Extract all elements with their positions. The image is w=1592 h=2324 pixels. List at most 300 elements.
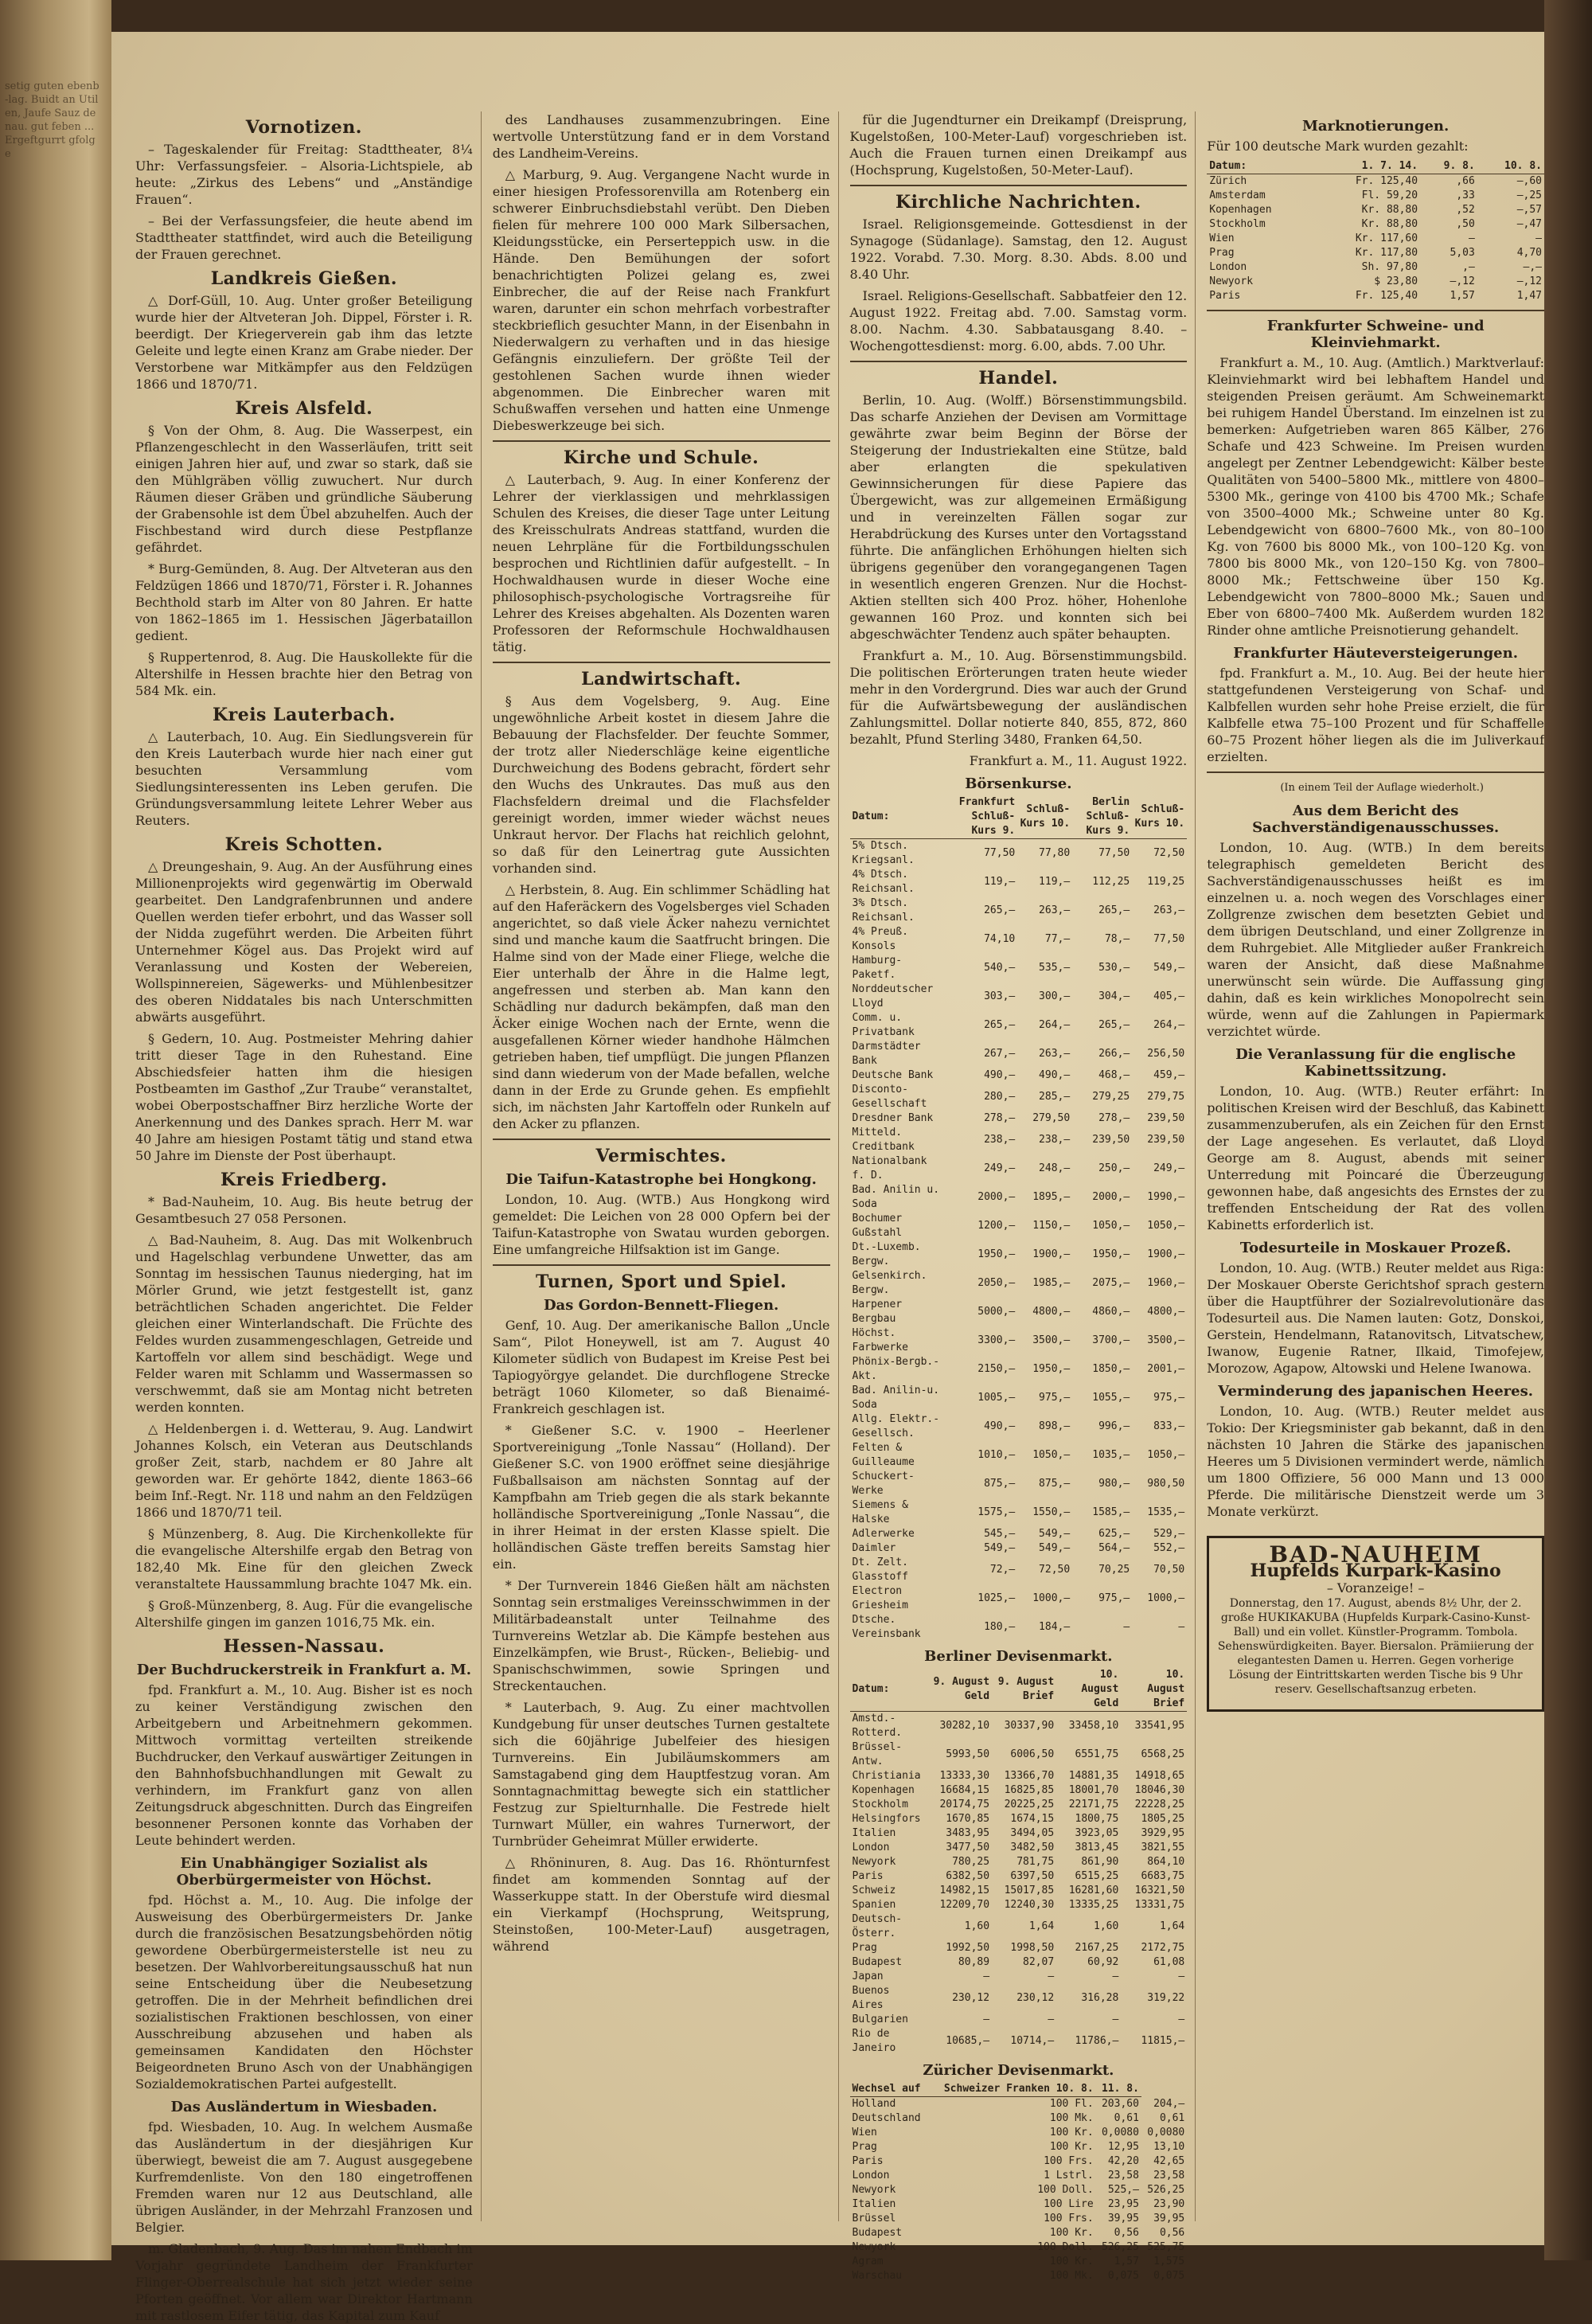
- table-row: [850, 1970, 1188, 1984]
- paragraph: Genf, 10. Aug. Der amerikanische Ballon „Uncle Sam“, Pilot Honeywell, ist am 7. August 40 Kilometer südlich von Budapest im Kreise Pest bei Tapiogyörgye gelandet. Die durchflogene Strecke beträgt 1060 Kilometer, so daß Bienaimé-Frankreich geschlagen ist.: [492, 1318, 830, 1416]
- subheading-gordon-bennett: Das Gordon-Bennett-Fliegen.: [543, 1297, 779, 1314]
- table-header-cell: 10. August Brief: [1121, 1668, 1187, 1712]
- table-cell: 1000,–: [1032, 1592, 1071, 1604]
- table-cell: 525,–: [1107, 2184, 1139, 2196]
- table-cell: 0,0080: [1101, 2127, 1139, 2138]
- table-cell: 265,–: [1098, 1019, 1130, 1031]
- table-cell: 1670,85: [946, 1813, 990, 1825]
- table-cell: 18001,70: [1068, 1784, 1119, 1796]
- table-cell: $ 23,80: [1374, 275, 1418, 287]
- heading-kirche-schule: Kirche und Schule.: [563, 447, 759, 468]
- table-cell: 1950,–: [977, 1248, 1016, 1260]
- table-cell: Brüssel-Antw.: [852, 1741, 903, 1767]
- table-cell: 280,–: [984, 1091, 1016, 1103]
- table-cell: 459,–: [1153, 1069, 1185, 1081]
- table-cell: 549,–: [1039, 1528, 1071, 1540]
- table-cell: 975,–: [1039, 1392, 1071, 1404]
- table-cell: 238,–: [984, 1134, 1016, 1146]
- table-cell: 263,–: [1153, 904, 1185, 916]
- divider: [1207, 310, 1544, 311]
- table-cell: 1005,–: [977, 1392, 1016, 1404]
- table-cell: 1010,–: [977, 1449, 1016, 1461]
- paragraph: △ Rhöninuren, 8. Aug. Das 16. Rhönturnfest findet am kommenden Sonntag auf der Wasserkuppe statt. In der Oberstufe wird diesmal ein Vierkampf (Hochsprung, Weitsprung, Steinstoßen, 100-Meter-Lauf) ausgetragen, während: [492, 1855, 830, 1954]
- subheading-japan-heer: Verminderung des japanischen Heeres.: [1218, 1383, 1534, 1400]
- table-cell: 203,60: [1101, 2098, 1139, 2110]
- table-cell: Prag: [852, 2141, 877, 2153]
- table-cell: 30282,10: [939, 1720, 990, 1732]
- table-cell: 875,–: [984, 1478, 1016, 1490]
- table-cell: 300,–: [1039, 990, 1071, 1002]
- table-cell: –,–: [1523, 261, 1542, 273]
- table-cell: 861,90: [1081, 1856, 1119, 1868]
- table-row: [850, 954, 1188, 982]
- table-cell: 70,50: [1153, 1564, 1185, 1576]
- paragraph: Frankfurt a. M., 10. Aug. (Amtlich.) Marktverlauf: Kleinviehmarkt wird bei lebhaftem Handel und steigenden Preisen geräumt. Am Schweinemarkt bei ruhigem Handel Überstand. Im einzelnen ist zu bemerken: Aufgetrieben waren 865 Kälber, 276 Schafe und 423 Schweine. Im Preisen wurden angelegt per Zentner Lebendgewicht: Kälber beste Qualitäten von 5400–5800 Mk., mittlere von 4800–5300 Mk., geringe von 4100 bis 4700 Mk.; Schafe von 3500–4000 Mk.; Schweine unter 80 Kg. Lebendgewicht von 6800–7600 Mk., von 80–100 Kg. von 7600 bis 8000 Mk., von 100–120 Kg. von 7800 bis 8000 Mk., von 120–150 Kg. von 7800–8000 Mk.; Fettschweine über 150 Kg. Lebendgewicht von 7800–8000 Mk.; Sauen und Eber von 6800–7400 Mk. Außerdem wurden 182 Rinder ohne amtliche Preisnotierung gehandelt.: [1207, 355, 1544, 638]
- table-cell: London: [852, 1842, 890, 1853]
- table-cell: 82,07: [1023, 1956, 1055, 1968]
- table-row: [850, 1541, 1188, 1556]
- table-row: [850, 1068, 1188, 1083]
- table-cell: 100 Kr.: [1049, 2127, 1094, 2138]
- table-row: [850, 839, 1188, 869]
- table-row: [850, 1040, 1188, 1068]
- table-row: [850, 1384, 1188, 1412]
- table-cell: 77,50: [1098, 847, 1130, 859]
- heading-friedberg: Kreis Friedberg.: [220, 1170, 388, 1190]
- kurse-body: [850, 839, 1188, 1642]
- table-cell: Holland: [852, 2098, 896, 2110]
- table-header-cell: 10. August Geld: [1056, 1668, 1121, 1712]
- table-row: [850, 2140, 1188, 2154]
- table-cell: 238,–: [1039, 1134, 1071, 1146]
- ad-title: BAD-NAUHEIM: [1269, 1541, 1482, 1568]
- subheading-bericht: Aus dem Bericht des Sachverständigenausschusses.: [1252, 803, 1500, 836]
- table-header-cell: Datum:: [850, 795, 945, 839]
- table-cell: Bad. Anilin u. Soda: [852, 1184, 940, 1210]
- table-cell: Darmstädter Bank: [852, 1041, 921, 1067]
- table-cell: 0,61: [1114, 2112, 1139, 2124]
- mark-subtitle: Für 100 deutsche Mark wurden gezahlt:: [1207, 139, 1469, 154]
- devisen-header-row: [850, 1668, 1188, 1712]
- table-cell: 6006,50: [1010, 1748, 1055, 1760]
- table-row: [850, 982, 1188, 1011]
- table-cell: 30337,90: [1004, 1720, 1055, 1732]
- table-cell: 552,–: [1153, 1542, 1185, 1554]
- table-cell: 278,–: [984, 1112, 1016, 1124]
- subheading-wiesbaden: Das Ausländertum in Wiesbaden.: [170, 2099, 438, 2115]
- table-row: [850, 1855, 1188, 1869]
- table-cell: —: [1112, 2013, 1119, 2025]
- table-cell: 1950,–: [1092, 1248, 1130, 1260]
- table-cell: 1,575: [1153, 2256, 1185, 2267]
- table-cell: Daimler: [852, 1542, 896, 1554]
- table-cell: 316,28: [1081, 1992, 1119, 2004]
- table-cell: 278,–: [1098, 1112, 1130, 1124]
- table-cell: 545,–: [984, 1528, 1016, 1540]
- table-cell: Kopenhagen: [852, 1784, 915, 1796]
- table-cell: 833,–: [1153, 1420, 1185, 1432]
- table-cell: 100 Frs.: [1044, 2213, 1094, 2224]
- table-cell: 112,25: [1092, 876, 1130, 888]
- table-cell: 12209,70: [939, 1899, 990, 1911]
- table-cell: Schweiz: [852, 1885, 896, 1896]
- table-row: [850, 1212, 1188, 1240]
- table-row: [850, 925, 1188, 954]
- table-header-cell: 9. August Brief: [992, 1668, 1056, 1712]
- table-cell: 23,58: [1153, 2170, 1185, 2181]
- table-cell: 0,0080: [1147, 2127, 1185, 2138]
- subheading-schweinemarkt: Frankfurter Schweine- und Kleinviehmarkt.: [1266, 318, 1485, 351]
- paragraph: △ Lauterbach, 9. Aug. In einer Konferenz der Lehrer der vierklassigen und mehrklassigen Schulen des Kreises, die dieser Tage unter Leitung des Kreisschulrats Andreas stattfand, wurden die neuen Lehrpläne für die Fortbildungsschulen besprochen und Richtlinien dafür aufgestellt. – In Hochwaldhausen wurde in dieser Woche eine philosophisch-psychologische Vortragsreihe für Lehrer des Kreises abgehalten. Als Dozenten waren Professoren der Reformschule Hochwaldhausen tätig.: [492, 472, 830, 654]
- table-row: [850, 1841, 1188, 1855]
- zuericher-header-row: [850, 2082, 1188, 2097]
- table-cell: 1900,–: [1032, 1248, 1071, 1260]
- table-cell: 4800,–: [1032, 1306, 1071, 1318]
- table-row: [850, 1441, 1188, 1470]
- table-row: [850, 1154, 1188, 1183]
- paragraph: London, 10. Aug. (WTB.) In dem bereits telegraphisch gemeldeten Bericht des Sachverständigenausschusses heißt es im einzelnen u. a. noch wegen des Vorschlages einer Zollgrenze zwischen dem besetzten Gebiet und dem übrigen Deutschland, und einer Zollgrenze in dem Ruhrgebiet. Alle Mitglieder außer Frankreich waren der Ansicht, daß diese Maßnahme unerwünscht sein würde. Die Auffassung ging dahin, daß es kein wirkliches Monopolrecht sein würde, wenn auf die Zahlungen in Papiermark verzichtet würde.: [1207, 840, 1544, 1039]
- paragraph: m. Gladenbach, 9. Aug. Das im nahen Endbach im Vorjahr gegründete Landheim der Frankfurter Flinger-Oberrealschule hat sich jetzt wieder seine Pforten geöffnet. Vor allem war Direktor Hartmann mit rastlosem Eifer tätig, das Kapital zum Kauf: [135, 2241, 473, 2323]
- table-cell: 39,95: [1153, 2213, 1185, 2224]
- table-cell: Spanien: [852, 1899, 896, 1911]
- table-cell: 184,–: [1039, 1621, 1071, 1633]
- table-cell: 5% Dtsch. Kriegsanl.: [852, 840, 915, 866]
- table-cell: Gelsenkirch. Bergw.: [852, 1270, 927, 1296]
- divider: [493, 1139, 830, 1140]
- table-cell: 33458,10: [1068, 1720, 1119, 1732]
- paragraph: * Gießener S.C. v. 1900 – Heerlener Sportvereinigung „Tonle Nassau“ (Holland). Der Gießener S.C. von 1900 eröffnet seine diesjährige Fußballsaison am nächsten Sonntag auf der Kampfbahn am Trieb gegen die als stark bekannte holländische Sportvereinigung „Tonle Nassau“, die in ihrer Heimat in der ersten Klasse spielt. Die holländischen Gäste treffen bereits Samstag hier ein.: [492, 1423, 830, 1572]
- table-cell: 5,03: [1450, 247, 1475, 259]
- table-cell: 23,58: [1107, 2170, 1139, 2181]
- table-cell: 535,–: [1039, 962, 1071, 974]
- table-row: [850, 1527, 1188, 1541]
- table-header-cell: Datum:: [1207, 159, 1313, 174]
- table-cell: 1998,50: [1010, 1942, 1055, 1954]
- table-row: [850, 2097, 1188, 2112]
- mark-table: [1207, 159, 1544, 303]
- table-cell: 3929,95: [1141, 1827, 1185, 1839]
- table-cell: Christiania: [852, 1770, 921, 1782]
- table-cell: Kr. 88,80: [1361, 204, 1418, 216]
- table-cell: Wien: [1209, 232, 1235, 244]
- table-cell: 239,50: [1147, 1112, 1185, 1124]
- table-cell: 16281,60: [1068, 1885, 1119, 1896]
- heading-landwirtschaft: Landwirtschaft.: [581, 669, 742, 689]
- heading-alsfeld: Kreis Alsfeld.: [235, 398, 373, 419]
- table-cell: Deutsche Bank: [852, 1069, 934, 1081]
- paragraph: London, 10. Aug. (WTB.) Aus Hongkong wird gemeldet: Die Leichen von 28 000 Opfern bei der Taifun-Katastrophe von Swatau wurden geborgen. Eine umfangreiche Hilfsaktion ist im Gange.: [492, 1192, 830, 1257]
- table-cell: Rio de Janeiro: [852, 2028, 896, 2054]
- table-cell: 20174,75: [939, 1799, 990, 1810]
- paragraph: △ Heldenbergen i. d. Wetterau, 9. Aug. Landwirt Johannes Kolsch, ein Veteran aus Deutschlands großer Zeit, starb, nachdem er 80 Jahre alt geworden war. Er gehörte 1842, diente 1863–66 beim Inf.-Regt. Nr. 118 und nahm an den Feldzügen 1866 und 1870/71 teil.: [135, 1421, 473, 1520]
- table-cell: 3494,05: [1010, 1827, 1055, 1839]
- table-cell: ,66: [1456, 175, 1475, 187]
- table-cell: Prag: [852, 1942, 877, 1954]
- table-cell: 263,–: [1039, 904, 1071, 916]
- table-cell: 2075,–: [1092, 1277, 1130, 1289]
- heading-vermischtes: Vermischtes.: [595, 1146, 727, 1166]
- heading-giessen: Landkreis Gießen.: [210, 268, 398, 289]
- table-row: [850, 1984, 1188, 2013]
- table-cell: –: [1123, 1621, 1130, 1633]
- table-cell: —: [1178, 1971, 1185, 1982]
- table-cell: 267,–: [984, 1048, 1016, 1060]
- table-cell: –,12: [1450, 275, 1475, 287]
- table-cell: 2001,–: [1147, 1363, 1185, 1375]
- table-cell: 23,95: [1107, 2198, 1139, 2210]
- table-cell: 468,–: [1098, 1069, 1130, 1081]
- mark-header-row: [1207, 159, 1544, 174]
- table-cell: 3821,55: [1141, 1842, 1185, 1853]
- table-row: [850, 1740, 1188, 1769]
- column-4: [1207, 111, 1552, 2221]
- table-cell: 1960,–: [1147, 1277, 1185, 1289]
- table-cell: 15017,85: [1004, 1885, 1055, 1896]
- devisen-table: [850, 1668, 1188, 2056]
- table-cell: 249,–: [984, 1162, 1016, 1174]
- table-row: [850, 1326, 1188, 1355]
- paragraph: für die Jugendturner ein Dreikampf (Dreisprung, Kugelstoßen, 100-Meter-Lauf) vorgeschrieben ist. Auch die Frauen turnen einen Dreikampf aus (Hochsprung, Kugelstoßen, 50-Meter-Lauf).: [849, 112, 1188, 178]
- table-cell: —: [1048, 2013, 1055, 2025]
- table-cell: 0,61: [1159, 2112, 1185, 2124]
- table-cell: Kr. 117,80: [1355, 247, 1418, 259]
- table-cell: 304,–: [1098, 990, 1130, 1002]
- table-cell: 42,65: [1153, 2155, 1185, 2167]
- heading-turnen-sport: Turnen, Sport und Spiel.: [535, 1271, 787, 1292]
- heading-kirchliche: Kirchliche Nachrichten.: [896, 192, 1141, 213]
- table-cell: Amsterdam: [1209, 189, 1266, 201]
- divider: [850, 185, 1188, 186]
- table-cell: 1050,–: [1092, 1220, 1130, 1232]
- table-cell: 100 Mk.: [1049, 2112, 1094, 2124]
- paragraph: London, 10. Aug. (WTB.) Reuter meldet aus Riga: Der Moskauer Oberste Gerichtshof sprach gestern über die Hauptführer der Sozialrevolutionäre das Todesurteil aus. Die Namen lauten: Gotz, Donskoi, Gerstein, Hendelmann, Ratanovitsch, Litvatschew, Iwanow, Eugenie Ratner, Ilkaid, Timofejew, Morozow, Agapow, Altowski und Helene Iwanowa.: [1207, 1260, 1544, 1376]
- paragraph: Frankfurt a. M., 10. Aug. Börsenstimmungsbild. Die politischen Erörterungen traten heute wieder mehr in den Vordergrund. Dies war auch der Grund für die Aufwärtsbewegung der ausländischen Zahlungsmittel. Dollar notierte 840, 855, 872, 860 bezahlt, Pfund Sterling 3480, Franken 64,50.: [849, 648, 1188, 747]
- table-cell: Newyork: [852, 2184, 896, 2196]
- heading-handel: Handel.: [978, 368, 1059, 389]
- table-cell: 3500,–: [1032, 1334, 1071, 1346]
- table-cell: 490,–: [984, 1420, 1016, 1432]
- table-row: [1207, 217, 1544, 232]
- table-cell: Japan: [852, 1971, 884, 1982]
- table-cell: Helsingfors: [852, 1813, 921, 1825]
- table-cell: Siemens & Halske: [852, 1499, 908, 1525]
- table-row: [1207, 232, 1544, 246]
- table-cell: Fr. 125,40: [1355, 175, 1418, 187]
- table-cell: 100 Frs.: [1044, 2155, 1094, 2167]
- table-row: [850, 2255, 1188, 2269]
- table-cell: 1800,75: [1075, 1813, 1119, 1825]
- paragraph: △ Marburg, 9. Aug. Vergangene Nacht wurde in einer hiesigen Professorenvilla am Rotenberg ein schwerer Einbruchsdiebstahl verübt. Den Dieben fielen für mehrere 100 000 Mark Silbersachen, Kleidungsstücke, ein Perserteppich usw. in die Hände. Den Bemühungen der sofort benachrichtigten Polizei gelang es, zwei Einbrecher, die auf der Reise nach Frankfurt waren, darunter ein schon mehrfach vorbestrafter steckbrieflich gesuchter Mann, in der Eisenbahn in Niederwalgern zu verhaften und in das hiesige Gefängnis einzuliefern. Der größte Teil der gestohlenen Sachen wurde ihnen wieder abgenommen. Die Einbrecher waren mit Schußwaffen versehen und hatten eine Unmenge Diebeswerkzeuge bei sich.: [492, 167, 830, 433]
- table-row: [850, 2111, 1188, 2126]
- table-cell: 13331,75: [1134, 1899, 1185, 1911]
- table-cell: Norddeutscher Lloyd: [852, 983, 934, 1010]
- table-row: [850, 2226, 1188, 2240]
- kurse-table: [850, 795, 1188, 1642]
- table-row: [850, 1111, 1188, 1126]
- table-cell: 1674,15: [1010, 1813, 1055, 1825]
- paragraph: § Münzenberg, 8. Aug. Die Kirchenkollekte für die evangelische Altershilfe ergab den Betrag von 182,40 Mk. Eine für den gleichen Zweck veranstaltete Haussammlung brachte 1047 Mk. ein.: [135, 1526, 473, 1592]
- table-header-cell: Wechsel auf: [850, 2082, 930, 2097]
- table-cell: 549,–: [1153, 962, 1185, 974]
- table-cell: —: [1048, 1971, 1055, 1982]
- table-cell: 898,–: [1039, 1420, 1071, 1432]
- table-cell: 100 Lire: [1044, 2198, 1094, 2210]
- table-row: [850, 1011, 1188, 1040]
- table-cell: Stockholm: [1209, 218, 1266, 230]
- paragraph: – Bei der Verfassungsfeier, die heute abend im Stadttheater stattfindet, wird auch die Beteiligung der Frauen gerechnet.: [135, 213, 473, 262]
- table-cell: 549,–: [984, 1542, 1016, 1554]
- table-row: [850, 1884, 1188, 1898]
- paragraph: △ Herbstein, 8. Aug. Ein schlimmer Schädling hat auf den Haferäckern des Vogelsberges viel Schaden angerichtet, so daß viele Äcker nahezu vernichtet sind und manche kaum die Saatfrucht bringen. Die Halme sind von der Made einer Fliege, welche die Eier unterhalb der Ähre in die Halme legt, angefressen und sterben ab. Man kann den Schädling nur dadurch bekämpfen, daß man den Äcker einige Wochen nach der Ernte, wenn die ausgefallenen Körner wieder handhohe Hälmchen getrieben haben, tief umpflügt. Die jungen Pflanzen sind dann wiederum von der Made befallen, welche dann in der Erde zu Grunde gehen. Es empfiehlt sich, im nächsten Jahr Kartoffeln oder Runkeln auf den Acker zu pflanzen.: [492, 882, 830, 1131]
- table-cell: 3483,95: [946, 1827, 990, 1839]
- table-cell: ,50: [1456, 218, 1475, 230]
- table-cell: Allg. Elektr.-Gesellsch.: [852, 1413, 940, 1439]
- table-cell: 77,50: [1153, 933, 1185, 945]
- table-cell: —: [983, 1971, 990, 1982]
- table-row: [850, 2212, 1188, 2226]
- paragraph: § Ruppertenrod, 8. Aug. Die Hauskollekte für die Altershilfe in Hessen brachte hier den Betrag von 584 Mk. ein.: [135, 650, 473, 698]
- table-cell: Budapest: [852, 1956, 903, 1968]
- column-1: [135, 111, 482, 2323]
- table-cell: 100 Doll.: [1037, 2241, 1094, 2253]
- table-row: [850, 1498, 1188, 1527]
- table-cell: Höchst. Farbwerke: [852, 1327, 908, 1353]
- table-cell: Sh. 97,80: [1361, 261, 1418, 273]
- table-cell: 1150,–: [1032, 1220, 1071, 1232]
- table-cell: 80,89: [958, 1956, 990, 1968]
- divider: [850, 361, 1188, 362]
- subheading-buchdrucker: Der Buchdruckerstreik in Frankfurt a. M.: [136, 1662, 472, 1678]
- table-cell: –,47: [1516, 218, 1542, 230]
- table-cell: 18046,30: [1134, 1784, 1185, 1796]
- subheading-todesurteile: Todesurteile in Moskauer Prozeß.: [1239, 1240, 1512, 1256]
- table-cell: 529,–: [1153, 1528, 1185, 1540]
- table-cell: 100 Kr.: [1049, 2141, 1094, 2153]
- table-cell: 256,50: [1147, 1048, 1185, 1060]
- table-row: [850, 1298, 1188, 1326]
- table-header-cell: Schluß-Kurs 10.: [1017, 795, 1072, 839]
- paragraph: fpd. Frankfurt a. M., 10. Aug. Bei der heute hier stattgefundenen Versteigerung von Schaf- und Kalbfellen wurden sehr hohe Preise erzielt, die für Kalbfelle etwa 75–100 Prozent und für Schaffelle 60–75 Prozent höher liegen als die im Juliverkauf erzielten.: [1207, 666, 1544, 764]
- paragraph: § Groß-Münzenberg, 8. Aug. Für die evangelische Altershilfe gingen im ganzen 1016,75 Mk. ein.: [135, 1598, 473, 1630]
- table-cell: Newyork: [852, 2241, 896, 2253]
- zuericher-body: [850, 2097, 1188, 2284]
- table-cell: 265,–: [984, 904, 1016, 916]
- table-cell: 60,92: [1087, 1956, 1119, 1968]
- table-cell: 564,–: [1098, 1542, 1130, 1554]
- table-cell: Budapest: [852, 2227, 903, 2239]
- table-cell: 530,–: [1098, 962, 1130, 974]
- table-header-cell: 10. 8.: [1477, 159, 1544, 174]
- table-header-cell: Datum:: [850, 1668, 929, 1712]
- table-cell: 625,–: [1098, 1528, 1130, 1540]
- table-cell: 42,20: [1107, 2155, 1139, 2167]
- table-cell: –: [1468, 232, 1475, 244]
- table-row: [850, 1783, 1188, 1798]
- table-cell: 1950,–: [1032, 1363, 1071, 1375]
- table-row: [850, 1470, 1188, 1498]
- table-cell: 13333,30: [939, 1770, 990, 1782]
- table-row: [850, 2027, 1188, 2056]
- table-row: [850, 1898, 1188, 1912]
- table-cell: 6397,50: [1010, 1870, 1055, 1882]
- paragraph: △ Lauterbach, 10. Aug. Ein Siedlungsverein für den Kreis Lauterbach wurde hier nach einer gut besuchten Versammlung vom Siedlungsinteressenten ins Leben gerufen. Die Gründungsversammlung leitete Lehrer Weber aus Reuters.: [135, 729, 473, 828]
- table-cell: 119,–: [984, 876, 1016, 888]
- divider: [493, 1264, 830, 1266]
- heading-vornotizen: Vornotizen.: [245, 117, 362, 138]
- table-cell: 13366,70: [1004, 1770, 1055, 1782]
- table-cell: 13335,25: [1068, 1899, 1119, 1911]
- advertisement-bad-nauheim: [1207, 1536, 1544, 1712]
- table-cell: Nationalbank f. D.: [852, 1155, 927, 1182]
- table-cell: 1985,–: [1032, 1277, 1071, 1289]
- table-row: [850, 1412, 1188, 1441]
- table-cell: Kr. 117,60: [1355, 232, 1418, 244]
- table-cell: Dt.-Luxemb. Bergw.: [852, 1241, 921, 1267]
- table-cell: 20225,25: [1004, 1799, 1055, 1810]
- paragraph: Israel. Religions-Gesellschaft. Sabbatfeier den 12. August 1922. Freitag abd. 7.00. Samstag vorm. 8.00. Nachm. 4.30. Sabbatausgang 8.40. – Wochengottesdienst: morg. 6.00, abds. 7.00 Uhr.: [849, 288, 1188, 353]
- table-cell: Newyork: [852, 1856, 896, 1868]
- table-cell: 250,–: [1098, 1162, 1130, 1174]
- table-cell: 540,–: [984, 962, 1016, 974]
- table-cell: –: [1178, 1621, 1185, 1633]
- paragraph: § Gedern, 10. Aug. Postmeister Mehring dahier tritt dieser Tage in den Ruhestand. Eine Abschiedsfeier hatten ihm die hiesigen Postbeamten im Gasthof „Zur Traube“ veranstaltet, wobei Oberpostschaffner Birz herzliche Worte der Anerkennung und des Dankes sprach. Herr M. war 40 Jahre am hiesigen Postamt tätig und stand etwa 50 Jahre im Dienste der Post überhaupt.: [135, 1031, 473, 1163]
- table-header-cell: 9. August Geld: [929, 1668, 992, 1712]
- table-cell: 5000,–: [977, 1306, 1016, 1318]
- table-header-cell: Schweizer Franken 10. 8.: [929, 2082, 1096, 2097]
- table-cell: 2000,–: [977, 1191, 1016, 1203]
- table-row: [1207, 260, 1544, 275]
- paragraph: des Landhauses zusammenzubringen. Eine wertvolle Unterstützung fand er in dem Vorstand des Landheim-Vereins.: [492, 112, 830, 161]
- subheading-boersenkurse: Börsenkurse.: [965, 775, 1072, 792]
- table-cell: 4860,–: [1092, 1306, 1130, 1318]
- table-cell: 2050,–: [977, 1277, 1016, 1289]
- table-cell: 405,–: [1153, 990, 1185, 1002]
- table-cell: Newyork: [1209, 275, 1254, 287]
- paragraph: § Von der Ohm, 8. Aug. Die Wasserpest, ein Pflanzengeschlecht in den Wasserläufen, tritt seit einigen Jahren hier auf, und zwar so stark, daß sie den Mühlgräben völlig zuwuchert. Nur durch Räumen dieser Gräben und gründliche Säuberung der Grabensohle ist dem Übel abzuhelfen. Auch der Fischbestand wird durch diese Pestpflanze gefährdet.: [135, 423, 473, 555]
- paragraph: fpd. Wiesbaden, 10. Aug. In welchem Ausmaße das Ausländertum in der diesjährigen Kur überwiegt, beweist die am 7. August ausgegebene Kurfremdenliste. Von den 180 eingetroffenen Fremden waren nur 12 aus Deutschland, alle übrigen Ausländer, in der Mehrzahl Franzosen und Belgier.: [135, 2119, 473, 2235]
- table-cell: 3477,50: [946, 1842, 990, 1853]
- table-cell: 975,–: [1098, 1592, 1130, 1604]
- table-cell: 22228,25: [1134, 1799, 1185, 1810]
- table-cell: 2172,75: [1141, 1942, 1185, 1954]
- table-cell: Kopenhagen: [1209, 204, 1272, 216]
- table-cell: Comm. u. Privatbank: [852, 1012, 915, 1038]
- date-line: Frankfurt a. M., 11. August 1922.: [969, 753, 1188, 768]
- table-cell: Amstd.-Rotterd.: [852, 1713, 903, 1739]
- table-cell: 230,12: [952, 1992, 990, 2004]
- table-cell: 526,25: [1101, 2241, 1139, 2253]
- table-cell: 204,–: [1153, 2097, 1185, 2110]
- table-cell: 100 Fl.: [1049, 2098, 1094, 2110]
- table-cell: 1990,–: [1147, 1191, 1185, 1203]
- table-row: [850, 1613, 1188, 1642]
- table-cell: 319,22: [1147, 1992, 1185, 2004]
- table-cell: 14982,15: [939, 1885, 990, 1896]
- table-cell: 0,075: [1153, 2270, 1185, 2282]
- table-cell: 1,57: [1114, 2256, 1139, 2267]
- ad-subtitle: Hupfelds Kurpark-Kasino: [1250, 1560, 1501, 1581]
- table-cell: 1585,–: [1092, 1506, 1130, 1518]
- table-cell: 230,12: [1016, 1992, 1055, 2004]
- table-cell: 239,50: [1092, 1134, 1130, 1146]
- table-cell: Electron Griesheim: [852, 1585, 908, 1611]
- table-cell: 74,10: [984, 933, 1016, 945]
- table-cell: Paris: [1209, 290, 1241, 302]
- table-row: [1207, 174, 1544, 189]
- table-row: [850, 2183, 1188, 2197]
- table-cell: Phönix-Bergb.-Akt.: [852, 1356, 940, 1382]
- heading-hessen-nassau: Hessen-Nassau.: [223, 1636, 385, 1657]
